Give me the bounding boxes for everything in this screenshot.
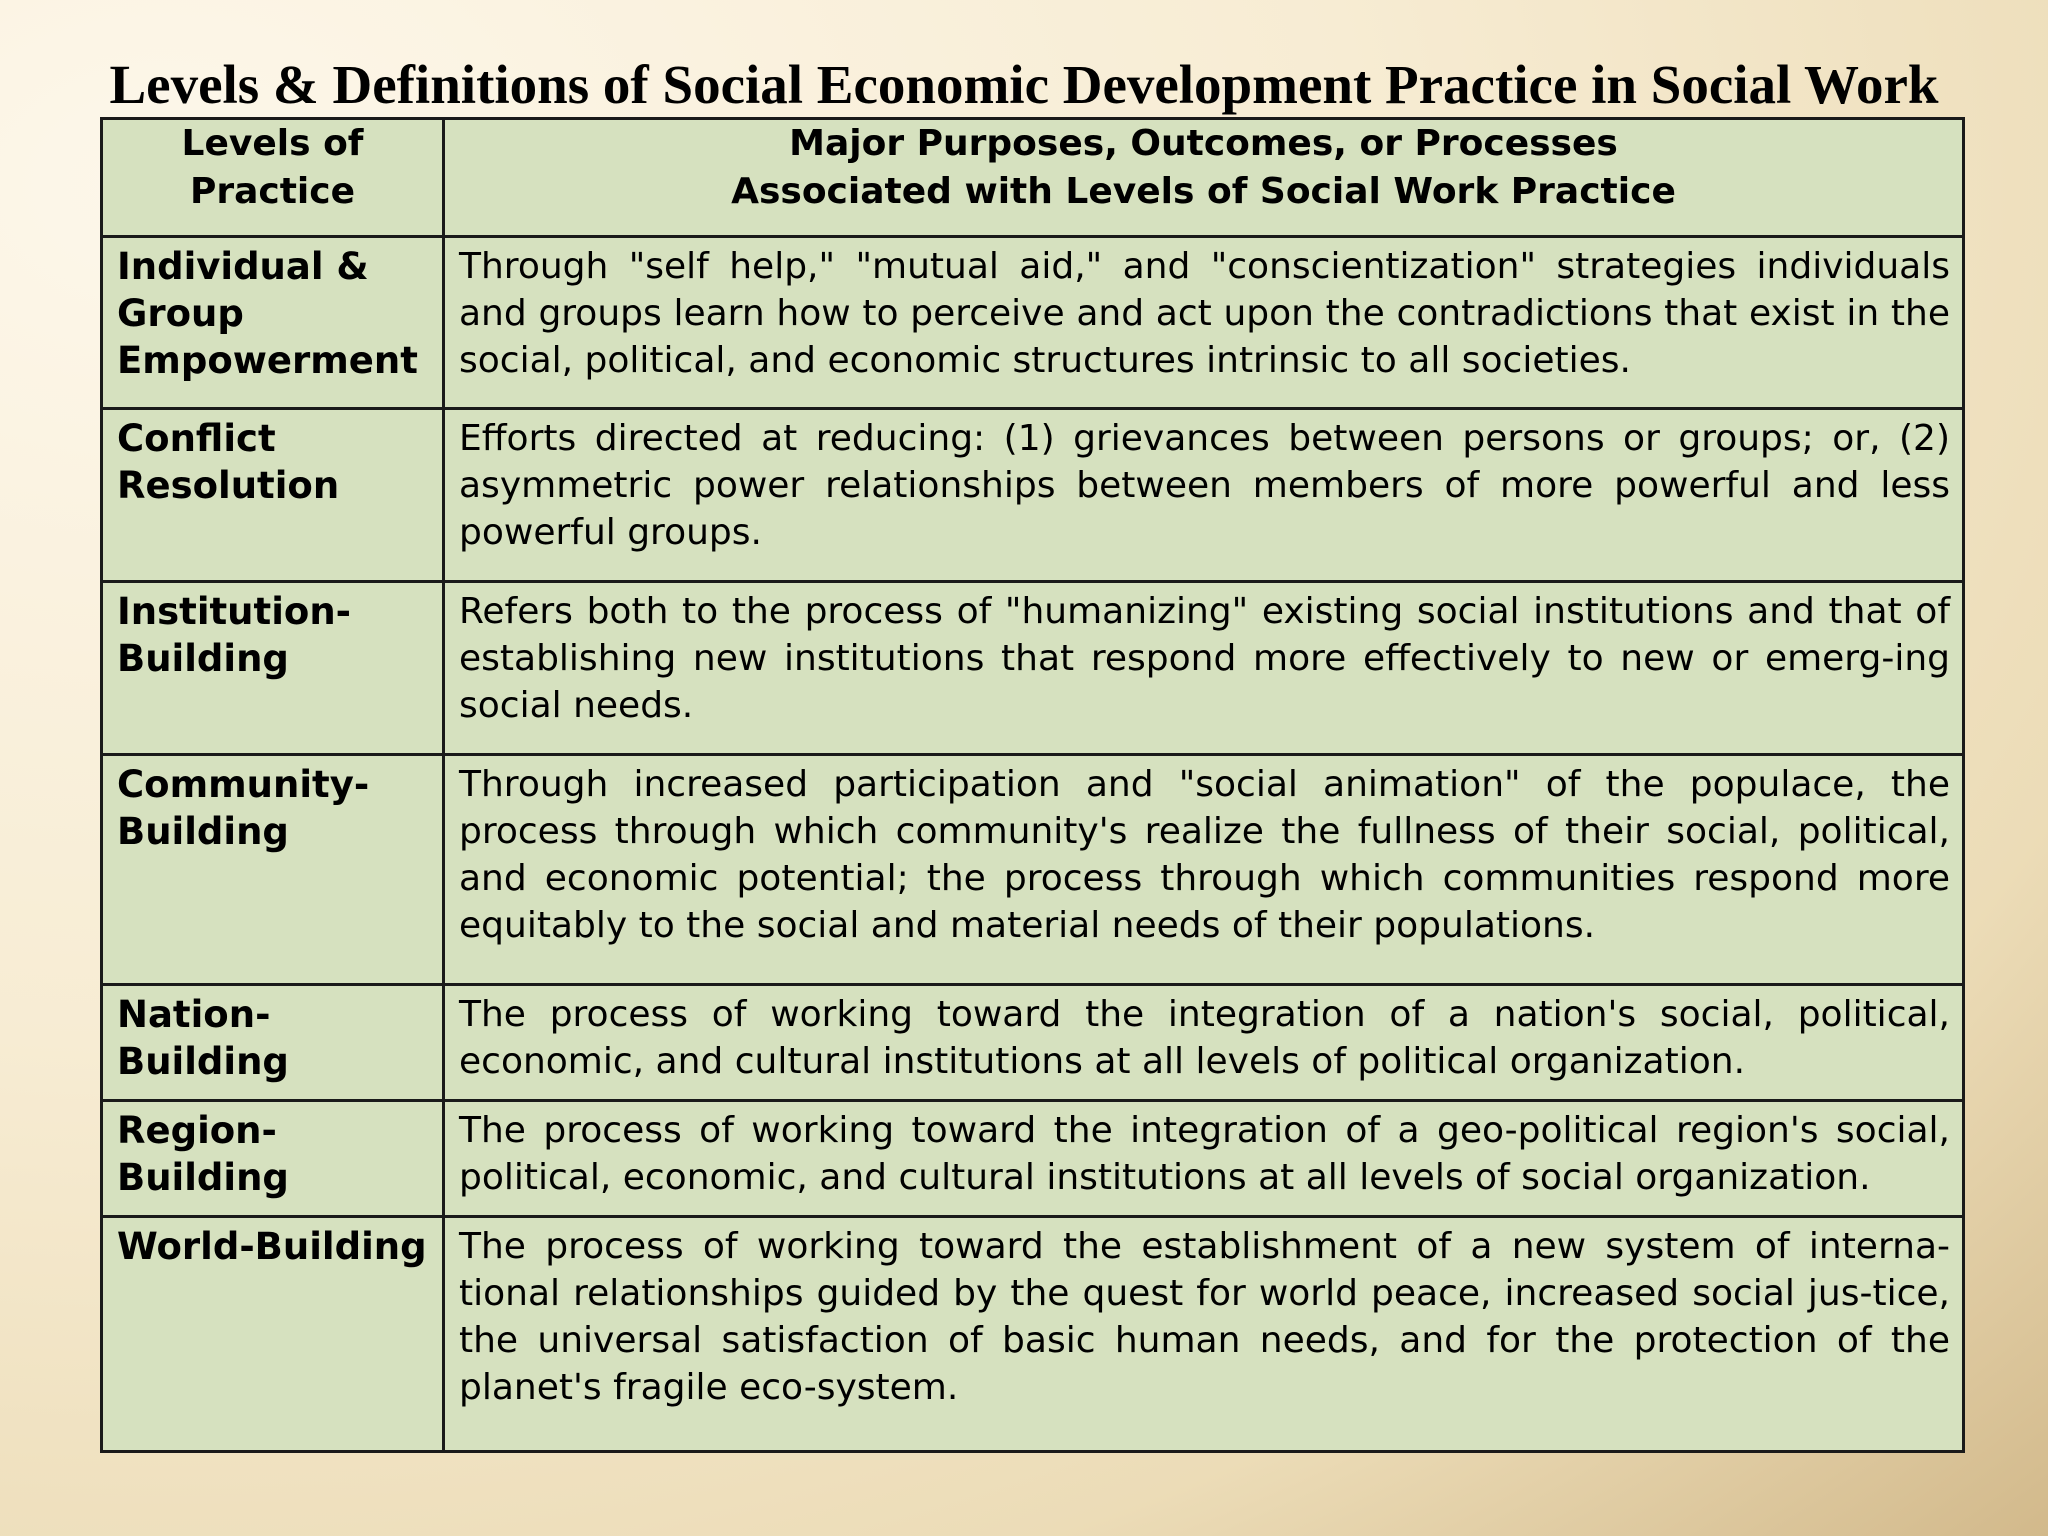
- table-row: [102, 755, 1964, 985]
- level-name-line: Region-: [117, 1109, 277, 1152]
- description-cell: Through increased participation and "social animation" of the populace, the process through which community's realize the fullness of their social, political, and economic potential; the process through which communities respond more equitably to the social and material needs of their populations.: [444, 755, 1964, 985]
- header-level-line: Practice: [189, 171, 356, 212]
- level-name-line: Building: [117, 1040, 289, 1083]
- table-row: [102, 1217, 1964, 1452]
- level-name-line: Community-: [117, 763, 370, 806]
- table-row: [102, 1101, 1964, 1217]
- level-cell: [102, 1101, 444, 1217]
- description-cell: Through "self help," "mutual aid," and "conscientization" strategies individuals and groups learn how to perceive and act upon the contradictions that exist in the social, political, and economic structures intrinsic to all societies.: [444, 237, 1964, 409]
- level-name-line: World-Building: [117, 1225, 427, 1268]
- levels-table: [100, 117, 1965, 1453]
- level-name-line: Building: [117, 637, 289, 680]
- description-cell: The process of working toward the establishment of a new system of interna-tional relationships guided by the quest for world peace, increased social jus-tice, the universal satisfaction of basic human needs, and for the protection of the planet's fragile eco-system.: [444, 1217, 1964, 1452]
- header-levels-of-practice: [102, 119, 444, 237]
- level-cell: [102, 985, 444, 1101]
- level-name-line: Building: [117, 810, 289, 853]
- description-cell: The process of working toward the integration of a geo-political region's social, political, economic, and cultural institutions at all levels of social organization.: [444, 1101, 1964, 1217]
- level-cell: [102, 409, 444, 582]
- description-cell: The process of working toward the integration of a nation's social, political, economic, and cultural institutions at all levels of political organization.: [444, 985, 1964, 1101]
- level-cell: [102, 755, 444, 985]
- table-row: [102, 409, 1964, 582]
- table-row: [102, 237, 1964, 409]
- header-purposes: [444, 119, 1964, 237]
- header-purposes-line: Associated with Levels of Social Work Practice: [731, 171, 1676, 212]
- table-row: [102, 582, 1964, 755]
- level-name-line: Empowerment: [117, 339, 418, 382]
- table-header-row: [102, 119, 1964, 237]
- description-cell: Efforts directed at reducing: (1) grievances between persons or groups; or, (2) asymmetric power relationships between members of more powerful and less powerful groups.: [444, 409, 1964, 582]
- level-name-line: Nation-: [117, 993, 271, 1036]
- level-name-line: Conflict: [117, 417, 276, 460]
- level-name-line: Resolution: [117, 464, 340, 507]
- header-level-line: Levels of: [181, 123, 364, 164]
- header-purposes-line: Major Purposes, Outcomes, or Processes: [789, 123, 1618, 164]
- slide-title: Levels & Definitions of Social Economic Development Practice in Social Work: [109, 54, 1939, 115]
- level-name-line: Building: [117, 1156, 289, 1199]
- level-name-line: Group: [117, 292, 244, 335]
- level-cell: [102, 582, 444, 755]
- table-row: [102, 985, 1964, 1101]
- level-name-line: Institution-: [117, 590, 352, 633]
- level-name-line: Individual &: [117, 245, 369, 288]
- description-cell: Refers both to the process of "humanizing" existing social institutions and that of establishing new institutions that respond more effectively to new or emerg-ing social needs.: [444, 582, 1964, 755]
- level-cell: [102, 237, 444, 409]
- level-cell: [102, 1217, 444, 1452]
